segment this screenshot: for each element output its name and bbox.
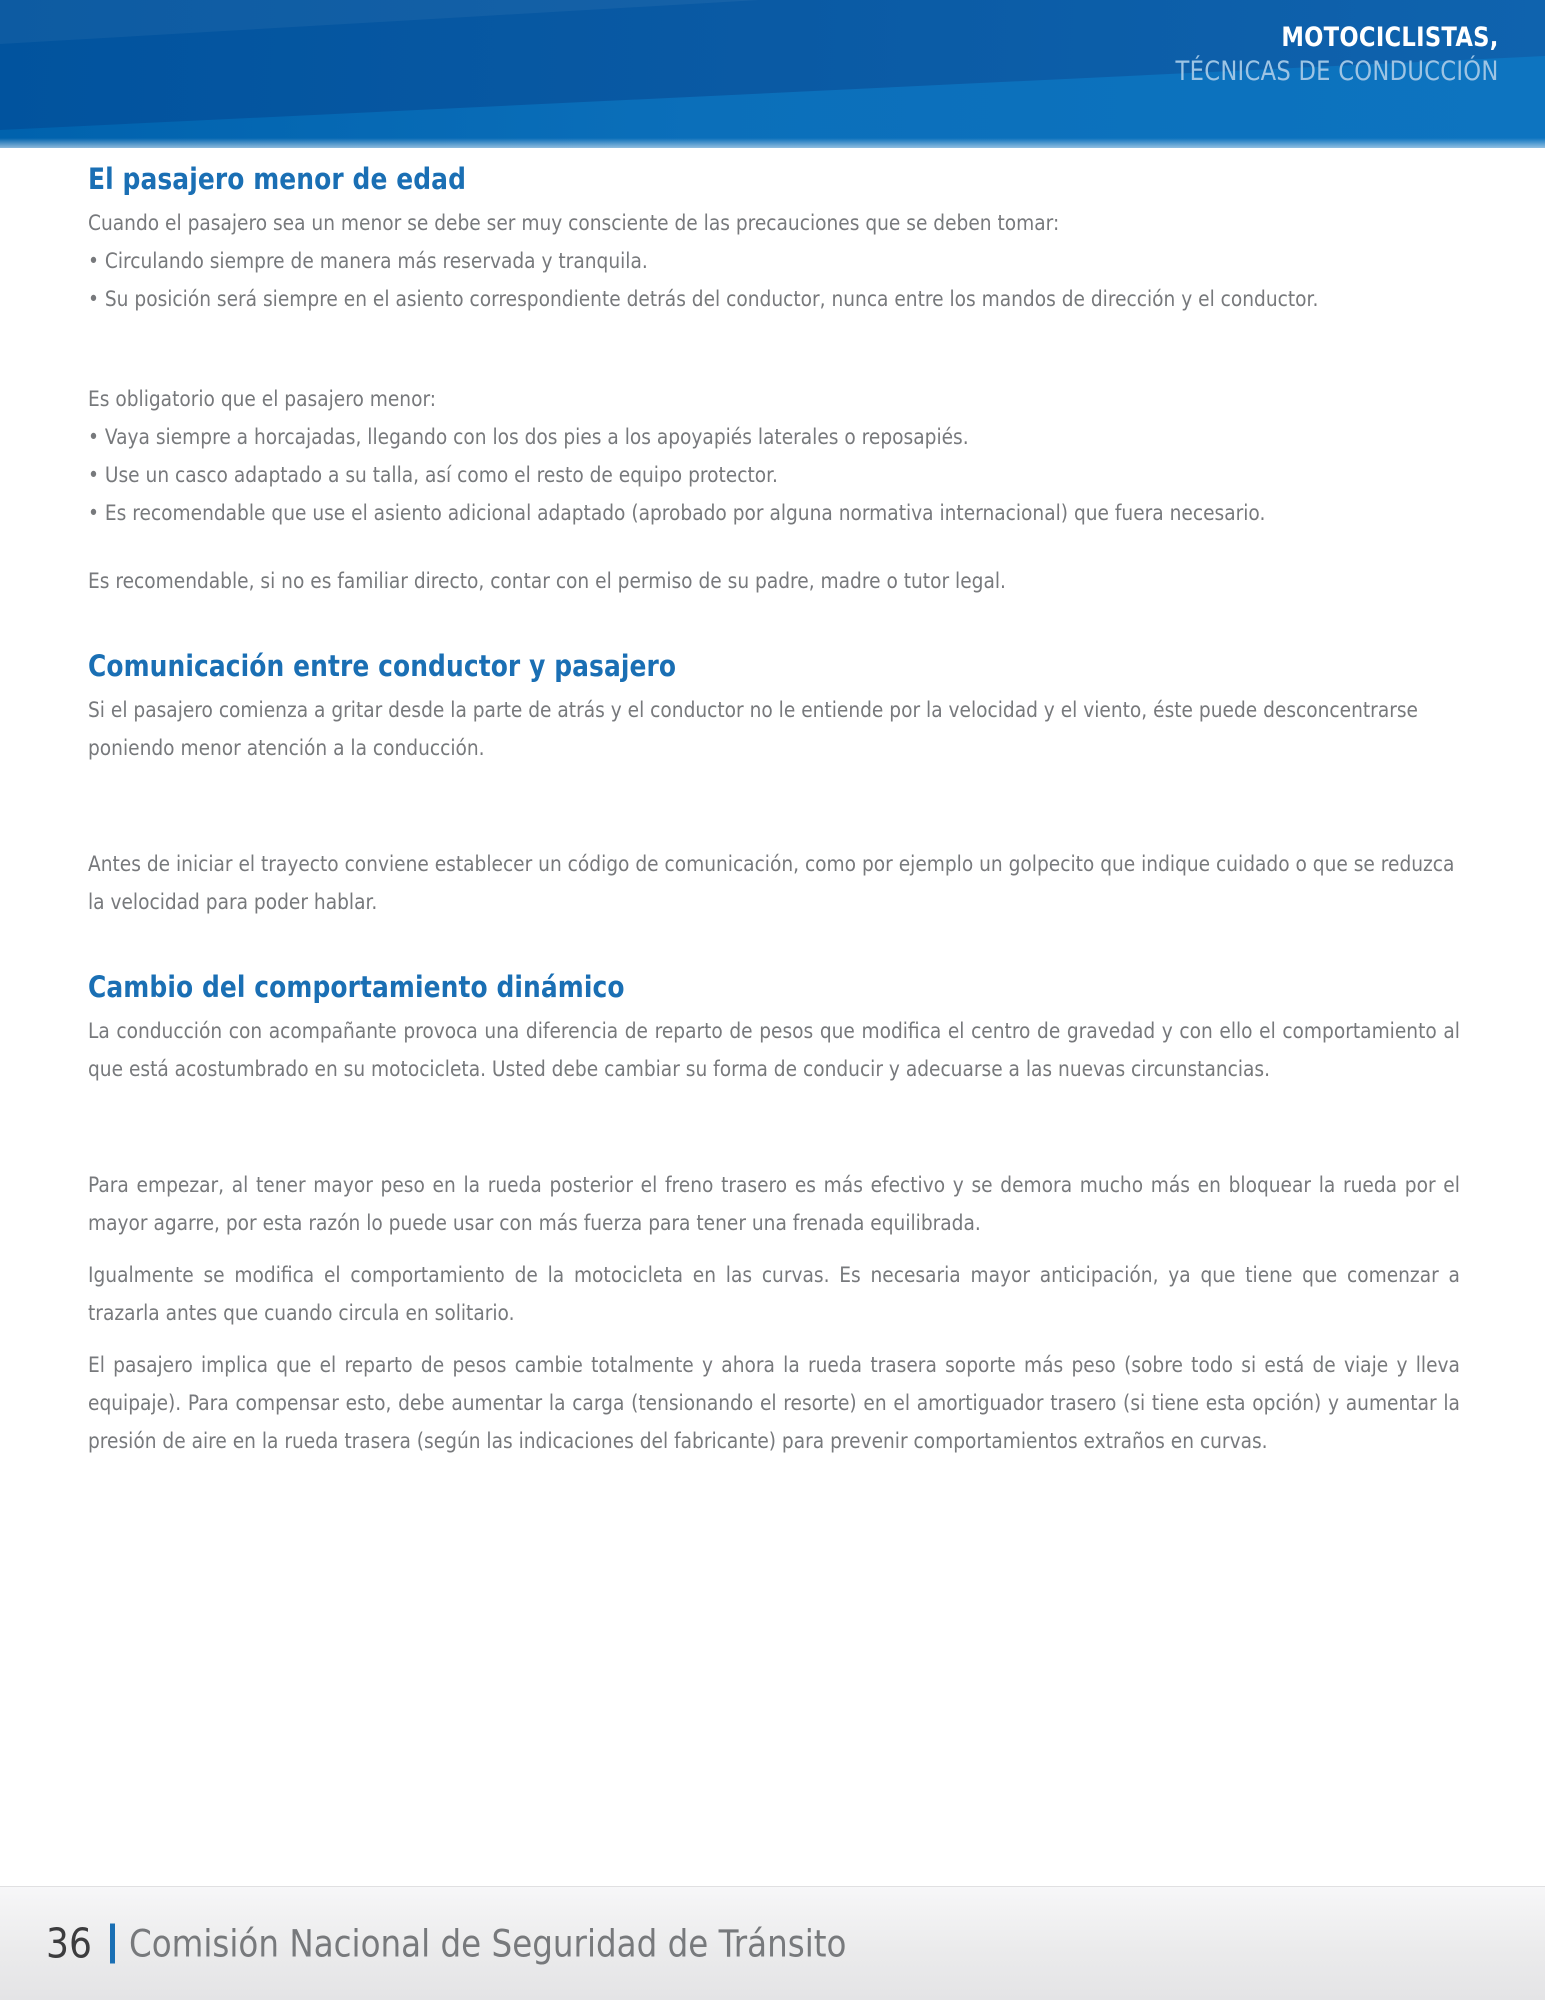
- section-pasajero-menor-de-edad: [88, 162, 1460, 601]
- footer-content: [46, 1919, 944, 1967]
- footer-divider: [110, 1924, 115, 1964]
- section-comunicacion-conductor-pasajero: [88, 649, 1460, 922]
- bullet-posicion-asiento: • Su posición será siempre en el asiento correspondiente detrás del conductor, nunca entre los mandos de dirección y el conductor.: [88, 287, 1319, 312]
- paragraph-reparto-pesos-gravedad: La conducción con acompañante provoca una diferencia de reparto de pesos que modifica el centro de gravedad y con ello el comportamiento al que está acostumbrado en su motocicleta. Usted debe cambiar su forma de conducir y adecuarse a las nuevas circunstancias.: [88, 1019, 1460, 1082]
- header-bottom-fade: [0, 138, 1545, 148]
- page-header: [0, 0, 1545, 148]
- spacer: [88, 1089, 1460, 1167]
- spacer: [88, 601, 1460, 649]
- page-footer: [0, 1886, 1545, 2000]
- header-title-main: MOTOCICLISTAS,: [1281, 22, 1499, 53]
- bullet-horcajadas: • Vaya siempre a horcajadas, llegando con los dos pies a los apoyapiés laterales o reposapiés.: [88, 425, 969, 450]
- spacer: [88, 148, 1460, 162]
- footer-organization-name: Comisión Nacional de Seguridad de Tránsito: [129, 1922, 847, 1965]
- paragraph-codigo-comunicacion: Antes de iniciar el trayecto conviene establecer un código de comunicación, como por ejemplo un golpecito que indique cuidado o que se reduzca la velocidad para poder hablar.: [88, 852, 1455, 915]
- header-title-subtitle: TÉCNICAS DE CONDUCCIÓN: [1175, 56, 1499, 87]
- header-title-group: [1114, 24, 1499, 85]
- paragraph-freno-trasero-efectivo: Para empezar, al tener mayor peso en la rueda posterior el freno trasero es más efectivo y se demora mucho más en bloquear la rueda por el mayor agarre, por esta razón lo puede usar con más fuerza para tener una frenada equilibrada.: [88, 1173, 1460, 1236]
- paragraph-permiso-tutor: Es recomendable, si no es familiar directo, contar con el permiso de su padre, madre o tutor legal.: [88, 569, 1006, 594]
- spacer: [88, 768, 1460, 846]
- page-number: 36: [46, 1919, 92, 1967]
- spacer: [88, 1243, 1460, 1257]
- spacer: [88, 319, 1460, 381]
- spacer: [88, 922, 1460, 970]
- section-heading-pasajero-menor: El pasajero menor de edad: [88, 162, 467, 196]
- section-heading-comunicacion: Comunicación entre conductor y pasajero: [88, 649, 677, 683]
- bullet-casco-adaptado: • Use un casco adaptado a su talla, así como el resto de equipo protector.: [88, 463, 778, 488]
- page-content: [88, 148, 1460, 1461]
- bullet-asiento-adicional: • Es recomendable que use el asiento adicional adaptado (aprobado por alguna normativa internacional) que fuera necesario.: [88, 501, 1266, 526]
- spacer: [88, 533, 1460, 563]
- paragraph-obligatorio-intro: Es obligatorio que el pasajero menor:: [88, 387, 437, 412]
- paragraph-gritar-velocidad-viento: Si el pasajero comienza a gritar desde la parte de atrás y el conductor no le entiende por la velocidad y el viento, éste puede desconcentrarse poniendo menor atención a la conducción.: [88, 698, 1419, 761]
- section-cambio-comportamiento-dinamico: [88, 970, 1460, 1461]
- section-heading-cambio-dinamico: Cambio del comportamiento dinámico: [88, 970, 625, 1004]
- spacer: [88, 1333, 1460, 1347]
- paragraph-intro-precauciones: Cuando el pasajero sea un menor se debe ser muy consciente de las precauciones que se deben tomar:: [88, 211, 1060, 236]
- bullet-circulando-reservada: • Circulando siempre de manera más reservada y tranquila.: [88, 249, 648, 274]
- paragraph-comportamiento-curvas: Igualmente se modifica el comportamiento de la motocicleta en las curvas. Es necesaria mayor anticipación, ya que tiene que comenzar a trazarla antes que cuando circula en solitario.: [88, 1263, 1460, 1326]
- paragraph-reparto-pesos-equipaje: El pasajero implica que el reparto de pesos cambie totalmente y ahora la rueda trasera soporte más peso (sobre todo si está de viaje y lleva equipaje). Para compensar esto, debe aumentar la carga (tensionando el resorte) en el amortiguador trasero (si tiene esta opción) y aumentar la presión de aire en la rueda trasera (según las indicaciones del fabricante) para prevenir comportamientos extraños en curvas.: [88, 1353, 1460, 1454]
